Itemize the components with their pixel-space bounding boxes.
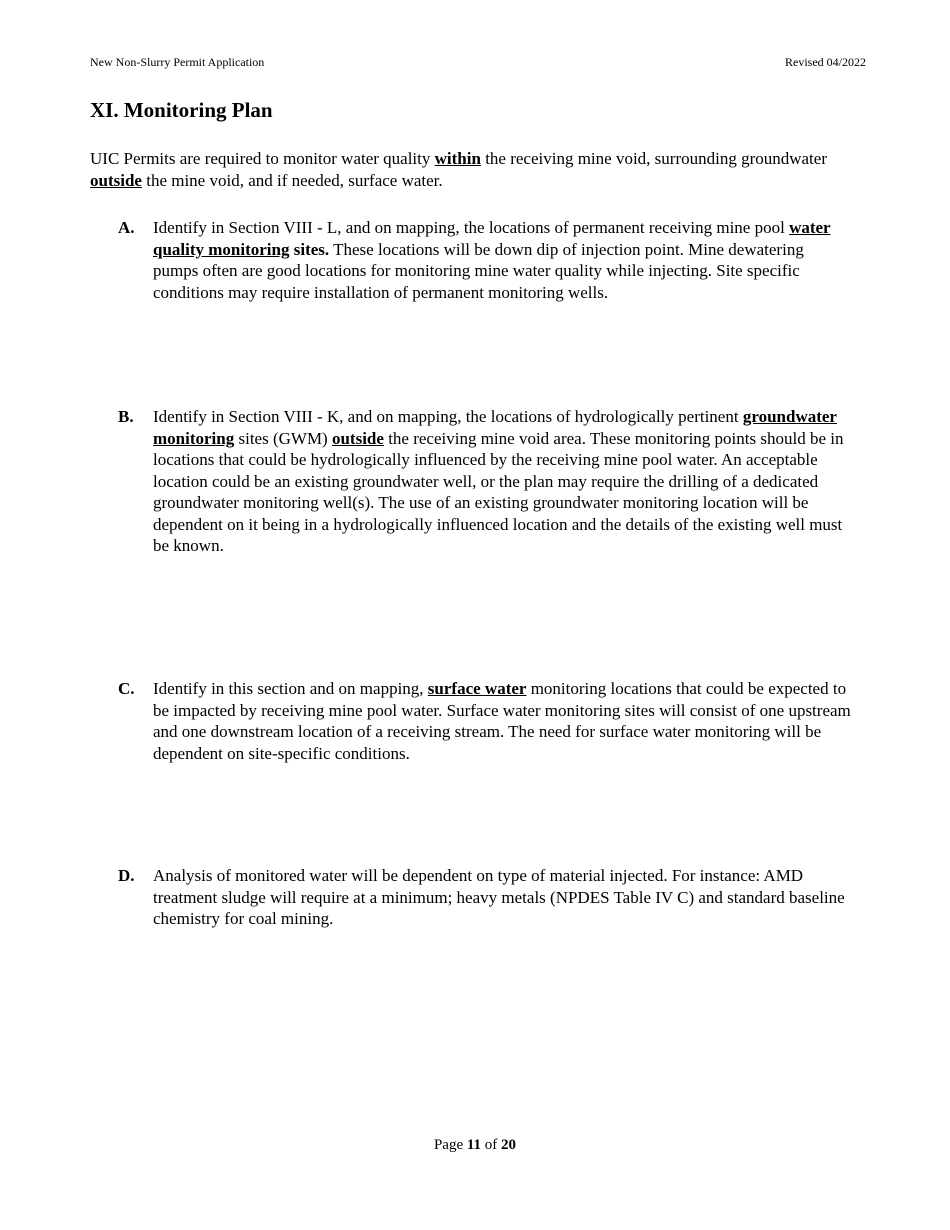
item-c-text-2: monitoring locations that could be expected to be impacted by receiving mine pool water. Surface water monitoring sites will consist of one upstream and one downstream location of a receiving stream. The need for surface water monitoring will be dependent on site-specific conditions. [153,679,851,763]
list-item-a [118,217,853,303]
intro-paragraph [90,148,860,192]
section-title: XI. Monitoring Plan [90,98,273,122]
intro-text-1: UIC Permits are required to monitor water quality [90,149,435,168]
item-c-text-1: Identify in this section and on mapping, [153,679,428,698]
intro-text-2: the receiving mine void, surrounding groundwater [480,149,827,168]
list-item-text [153,678,853,764]
header-revision-date: Revised 04/2022 [785,55,866,69]
item-b-text-1: Identify in Section VIII - K, and on mapping, the locations of hydrologically pertinent [153,407,743,426]
footer-page-number: 11 [466,1137,482,1153]
list-item-c [118,678,853,764]
intro-within-emphasis: within [434,149,481,168]
item-b-text-3: the receiving mine void area. These monitoring points should be in locations that could be hydrologically influenced by the receiving mine pool water. An acceptable location could be an existing groundwater well, or the plan may require the drilling of a dedicated groundwater monitoring well(s). The use of an existing groundwater monitoring location will be dependent on it being in a hydrologically influenced location and the details of the existing well must be known. [153,428,844,555]
item-a-emphasis-water-quality-monitoring: water quality monitoring [153,218,831,259]
intro-text-3: the mine void, and if needed, surface water. [141,171,443,190]
list-item-letter: A. [118,218,135,237]
list-item-d [118,865,853,930]
item-a-text-2: These locations will be down dip of injection point. Mine dewatering pumps often are good locations for monitoring mine water quality while injecting. Site specific conditions may require installation of permanent monitoring wells. [153,239,804,302]
list-item-letter: C. [118,679,135,698]
item-d-text-1: Analysis of monitored water will be dependent on type of material injected. For instance: AMD treatment sludge will require at a minimum; heavy metals (NPDES Table IV C) and standard baseline chemistry for coal mining. [153,866,845,928]
list-item-b [118,406,853,557]
list-item-letter: D. [118,866,135,885]
intro-outside-emphasis: outside [90,171,142,190]
list-item-text [153,406,853,557]
item-b-emphasis-groundwater-monitoring: groundwater monitoring [153,407,837,448]
footer-of-label: of [481,1137,502,1153]
list-item-text [153,865,853,930]
list-item-text [153,217,853,303]
item-b-text-2: sites (GWM) [234,428,332,448]
list-item-letter: B. [118,407,134,426]
footer-page-label: Page [433,1137,467,1153]
item-a-bold-sites: sites. [289,239,330,259]
footer-page-total: 20 [501,1137,517,1153]
item-a-text-1: Identify in Section VIII - L, and on mapping, the locations of permanent receiving mine pool [153,218,790,237]
page-footer [0,1137,950,1154]
header-form-name: New Non-Slurry Permit Application [90,55,265,69]
item-b-emphasis-outside: outside [331,428,384,448]
item-c-emphasis-surface-water: surface water [427,679,527,698]
